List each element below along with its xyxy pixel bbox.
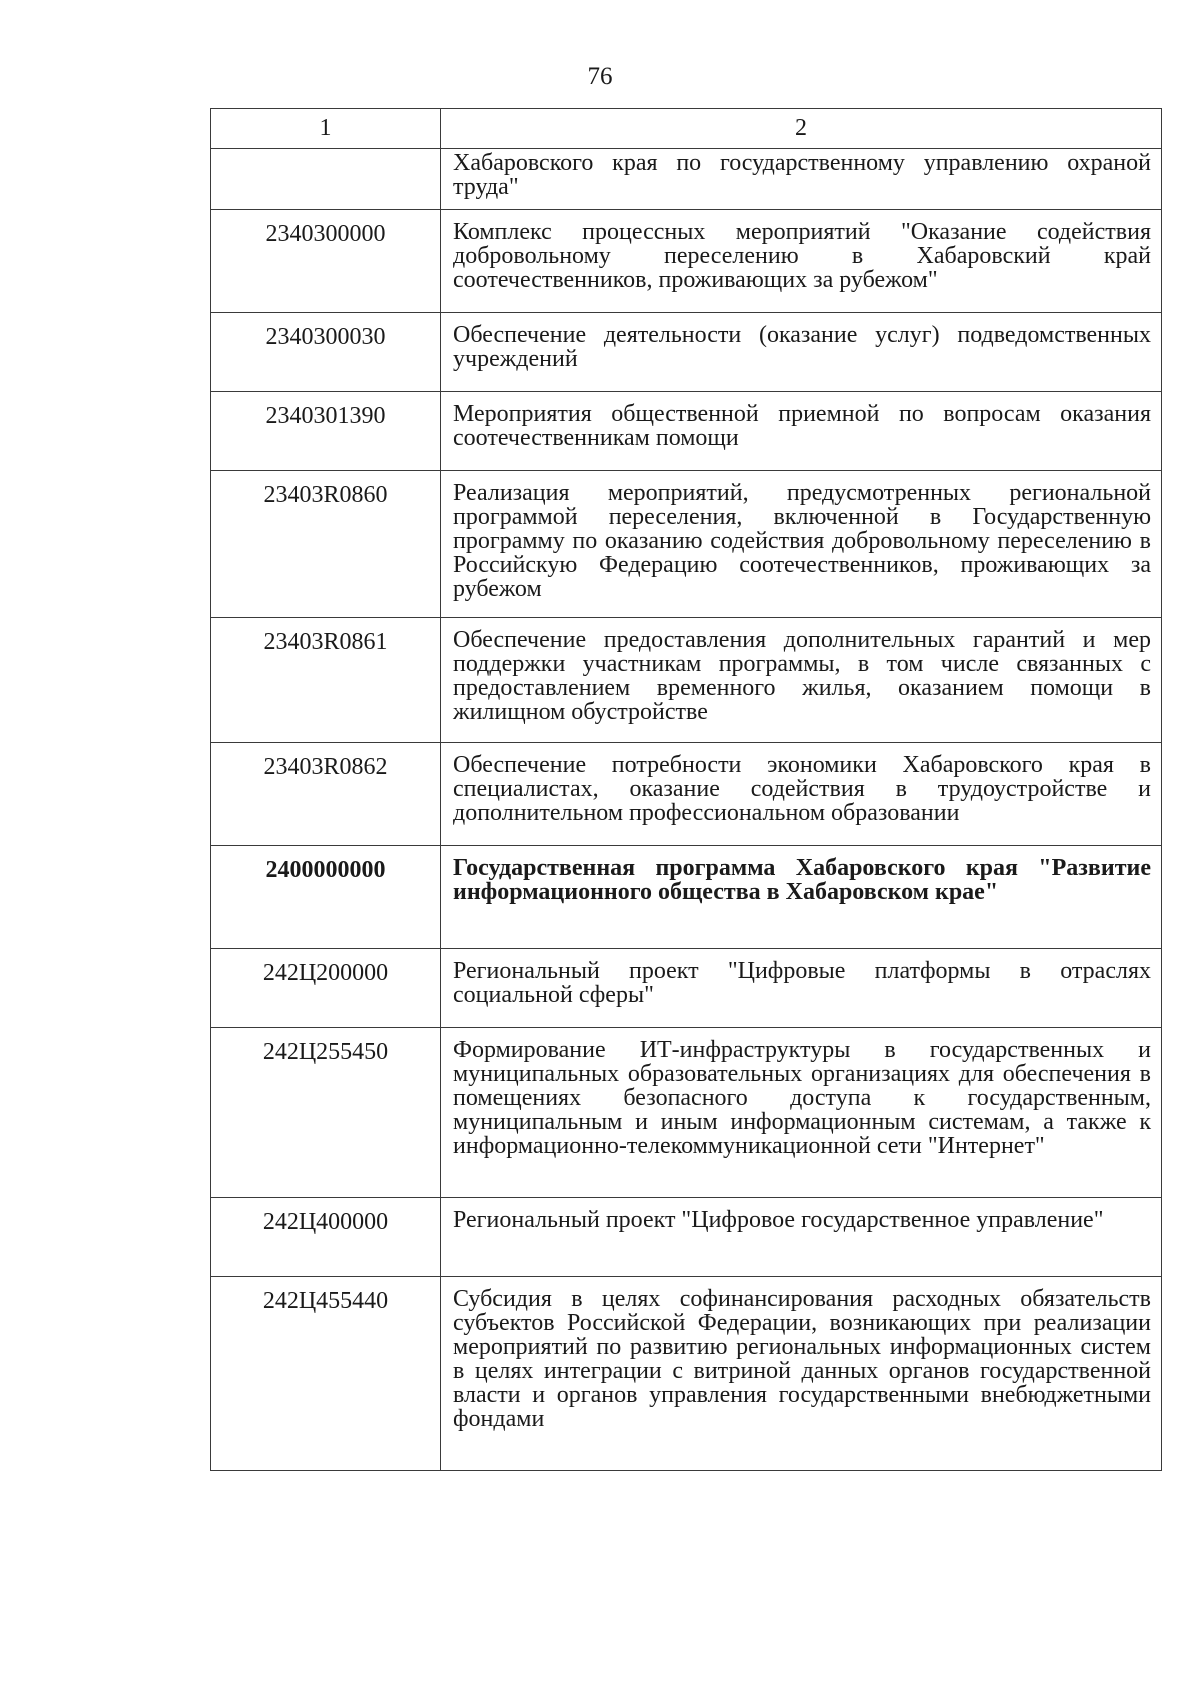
column-header-1: 1 (211, 109, 441, 149)
row-code: 242Ц400000 (211, 1198, 441, 1277)
row-code: 2340300000 (211, 210, 441, 313)
table-row (211, 743, 1162, 846)
row-description: Региональный проект "Цифровые платформы в отраслях социальной сферы" (441, 949, 1162, 1028)
row-code: 2400000000 (211, 846, 441, 949)
table-row (211, 392, 1162, 471)
table-row (211, 1198, 1162, 1277)
row-description: Региональный проект "Цифровое государственное управление" (441, 1198, 1162, 1277)
table-row (211, 949, 1162, 1028)
row-code: 242Ц255450 (211, 1028, 441, 1198)
budget-codes-table (210, 108, 1162, 1471)
row-code: 2340300030 (211, 313, 441, 392)
table-row (211, 313, 1162, 392)
table-row (211, 1277, 1162, 1471)
table-header-row (211, 109, 1162, 149)
table-row (211, 846, 1162, 949)
row-description: Мероприятия общественной приемной по вопросам оказания соотечественникам помощи (441, 392, 1162, 471)
table-row (211, 210, 1162, 313)
row-code: 242Ц200000 (211, 949, 441, 1028)
table-row (211, 471, 1162, 618)
row-description: Комплекс процессных мероприятий "Оказание содействия добровольному переселению в Хабаровский край соотечественников, проживающих за рубежом" (441, 210, 1162, 313)
row-code: 23403R0860 (211, 471, 441, 618)
table-row (211, 149, 1162, 210)
row-code: 2340301390 (211, 392, 441, 471)
row-code (211, 149, 441, 210)
row-description: Субсидия в целях софинансирования расходных обязательств субъектов Российской Федерации, возникающих при реализации мероприятий по развитию региональных информационных систем в целях интеграции с витриной данных органов государственной власти и органов управления государственными внебюджетными фондами (441, 1277, 1162, 1471)
page-number: 76 (587, 63, 613, 90)
row-code: 23403R0862 (211, 743, 441, 846)
table-row (211, 618, 1162, 743)
row-description: Государственная программа Хабаровского края "Развитие информационного общества в Хабаровском крае" (441, 846, 1162, 949)
row-description: Формирование ИТ-инфраструктуры в государственных и муниципальных образовательных организациях для обеспечения в помещениях безопасного доступа к государственным, муниципальным и иным информационным системам, а также к информационно-телекоммуникационной сети "Интернет" (441, 1028, 1162, 1198)
row-description: Обеспечение потребности экономики Хабаровского края в специалистах, оказание содействия в трудоустройстве и дополнительном профессиональном образовании (441, 743, 1162, 846)
row-code: 242Ц455440 (211, 1277, 441, 1471)
row-description: Обеспечение предоставления дополнительных гарантий и мер поддержки участникам программы, в том числе связанных с предоставлением временного жилья, оказанием помощи в жилищном обустройстве (441, 618, 1162, 743)
row-description: Реализация мероприятий, предусмотренных региональной программой переселения, включенной в Государственную программу по оказанию содействия добровольному переселению в Российскую Федерацию соотечественников, проживающих за рубежом (441, 471, 1162, 618)
row-description: Обеспечение деятельности (оказание услуг) подведомственных учреждений (441, 313, 1162, 392)
column-header-2: 2 (441, 109, 1162, 149)
table-row (211, 1028, 1162, 1198)
row-description: Хабаровского края по государственному управлению охраной труда" (441, 149, 1162, 210)
row-code: 23403R0861 (211, 618, 441, 743)
